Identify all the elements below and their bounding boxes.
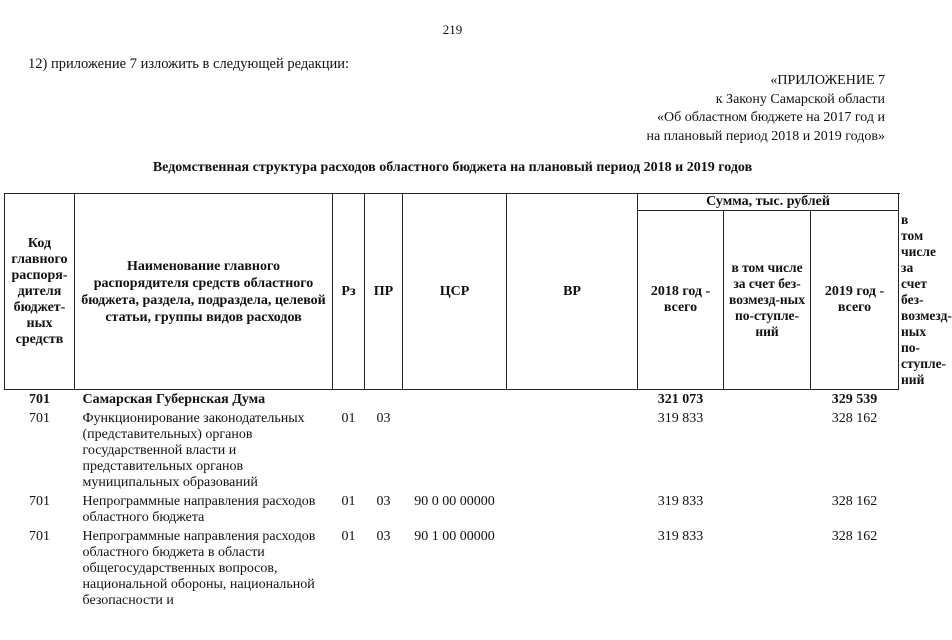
cell-2018-free: [724, 529, 811, 612]
cell-name: Функционирование законодательных (представительных) органов государственной власти и представительных органов муниципальных образований: [82, 411, 305, 490]
cell-2018-total: 319 833: [657, 529, 704, 544]
header-code: Код главного распоря-дителя бюджет-ных средств: [5, 194, 75, 390]
cell-2019-total: 329 539: [811, 390, 899, 412]
cell-name: Непрограммные направления расходов областного бюджета: [82, 494, 316, 525]
cell-vr: [507, 390, 638, 412]
cell-2018-total: 321 073: [638, 390, 724, 412]
cell-name: Самарская Губернская Дума: [75, 390, 333, 412]
cell-2018-free: [724, 494, 811, 529]
cell-rz: [333, 390, 365, 412]
cell-rz: 01: [341, 494, 356, 509]
budget-table: Код главного распоря-дителя бюджет-ных средств Наименование главного распорядителя средств областного бюджета, раздела, подраздела, целевой статьи, группы видов расходов Рз ПР ЦСР ВР Сумма, тыс. рублей 2018 год - всего в том числе за счет без-возмезд-ных по-ступле-ний 2019 год - всего в том числе за счет без-возмезд-ных по-ступле-ний 701 Самарская Губернская Дума 321 073 329 539 701 Функционирование законодательных (представительных) органов государственной власти и представительных органов муниципальных образований 01 03 319 833 328 162 701 Непрограммные направления расходов областного бюджета 01 03 90 0 00 00000 319 833 328 162 701 Непрограммные направления расходов областного бюджета в области общегосударственных вопросов, национальной обороны, национальной безопасности и 01 03 90 1 00 00000 319 833 328 162: [4, 193, 899, 612]
cell-2018-free: [724, 390, 811, 412]
header-rz: Рз: [333, 194, 365, 390]
cell-vr: [507, 494, 638, 529]
intro-line: 12) приложение 7 изложить в следующей редакции:: [28, 56, 350, 72]
cell-code: 701: [5, 390, 75, 412]
cell-vr: [507, 411, 638, 494]
appendix-line: «ПРИЛОЖЕНИЕ 7: [770, 73, 885, 88]
cell-csr: [403, 411, 507, 494]
cell-csr: 90 1 00 00000: [414, 529, 495, 544]
header-2018-total: 2018 год - всего: [638, 211, 724, 390]
document-title: Ведомственная структура расходов областного бюджета на плановый период 2018 и 2019 годов: [152, 160, 753, 175]
table-row: [5, 529, 899, 612]
cell-vr: [507, 529, 638, 612]
header-2018-free: в том числе за счет без-возмезд-ных по-ступле-ний: [724, 211, 811, 390]
cell-code: 701: [29, 494, 50, 509]
cell-2018-total: 319 833: [657, 494, 704, 509]
cell-2018-total: 319 833: [657, 411, 704, 426]
header-sum-group: Сумма, тыс. рублей: [638, 194, 899, 211]
appendix-header: [646, 72, 885, 146]
table-row: [5, 494, 899, 529]
appendix-line: «Об областном бюджете на 2017 год и: [657, 110, 885, 125]
cell-rz: 01: [341, 411, 356, 426]
cell-2019-total: 328 162: [831, 411, 878, 426]
header-2019-total: 2019 год - всего: [811, 211, 899, 390]
table-row: [5, 411, 899, 494]
cell-csr: 90 0 00 00000: [414, 494, 495, 509]
header-name: Наименование главного распорядителя средств областного бюджета, раздела, подраздела, целевой статьи, группы видов расходов: [75, 194, 333, 390]
cell-name: Непрограммные направления расходов областного бюджета в области общегосударственных вопросов, национальной обороны, национальной безопасности и: [82, 529, 316, 608]
page-number: 219: [442, 22, 463, 37]
cell-2019-total: 328 162: [831, 529, 878, 544]
cell-pr: 03: [376, 494, 391, 509]
cell-code: 701: [29, 529, 50, 544]
cell-csr: [403, 390, 507, 412]
cell-pr: [365, 390, 403, 412]
cell-rz: 01: [341, 529, 356, 544]
header-vr: ВР: [507, 194, 638, 390]
header-pr: ПР: [365, 194, 403, 390]
cell-code: 701: [29, 411, 50, 426]
appendix-line: на плановый период 2018 и 2019 годов»: [646, 128, 885, 144]
header-csr: ЦСР: [403, 194, 507, 390]
cell-pr: 03: [376, 411, 391, 426]
cell-pr: 03: [376, 529, 391, 544]
cell-2019-total: 328 162: [831, 494, 878, 509]
appendix-line: к Закону Самарской области: [715, 91, 885, 107]
cell-2018-free: [724, 411, 811, 494]
table-row: [5, 390, 899, 412]
